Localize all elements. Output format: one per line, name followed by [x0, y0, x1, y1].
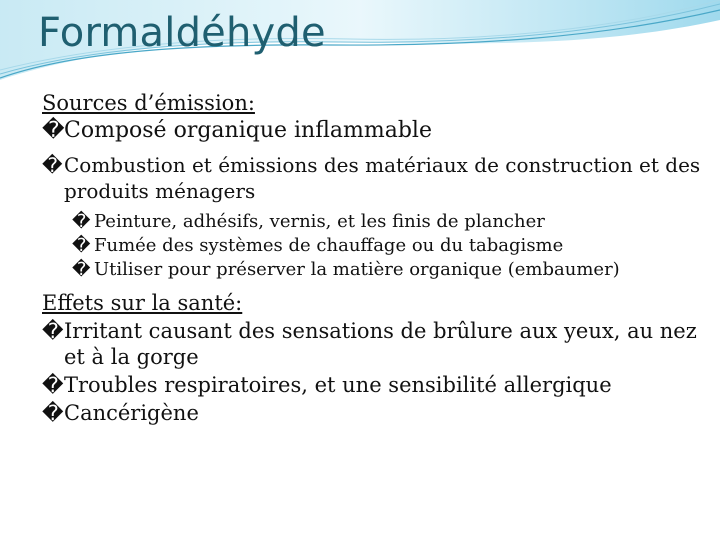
- bullet-icon: �: [42, 319, 64, 343]
- list-item: [42, 318, 702, 370]
- sub-list-item: [42, 258, 702, 282]
- list-item-text: Combustion et émissions des matériaux de construction et des produits ménagers: [64, 153, 701, 203]
- list-item-text: Composé organique inflammable: [64, 118, 432, 143]
- bullet-icon: �: [72, 235, 91, 256]
- list-item: [42, 118, 702, 144]
- bullet-icon: �: [42, 401, 64, 425]
- sub-list-item: [42, 210, 702, 234]
- bullet-icon: �: [42, 118, 65, 143]
- bullet-icon: �: [42, 153, 63, 177]
- sub-list-item-text: Fumée des systèmes de chauffage ou du tabagisme: [94, 235, 564, 256]
- list-item-text: Cancérigène: [64, 401, 199, 425]
- list-item-text: Troubles respiratoires, et une sensibilité allergique: [64, 373, 612, 397]
- bullet-icon: �: [72, 259, 91, 280]
- sub-list-item-text: Peinture, adhésifs, vernis, et les finis de plancher: [94, 211, 545, 232]
- effects-heading: Effets sur la santé:: [42, 291, 243, 315]
- slide-content: [42, 90, 702, 426]
- list-item: [42, 372, 702, 398]
- sub-list-item: [42, 234, 702, 258]
- sources-heading: Sources d’émission:: [42, 91, 255, 115]
- list-item: [42, 400, 702, 426]
- bullet-icon: �: [42, 373, 64, 397]
- sub-list-item-text: Utiliser pour préserver la matière organique (embaumer): [94, 259, 620, 280]
- bullet-icon: �: [72, 211, 91, 232]
- list-item-text: Irritant causant des sensations de brûlure aux yeux, au nez et à la gorge: [64, 319, 697, 369]
- slide-title: Formaldéhyde: [38, 10, 326, 56]
- list-item: [42, 152, 702, 204]
